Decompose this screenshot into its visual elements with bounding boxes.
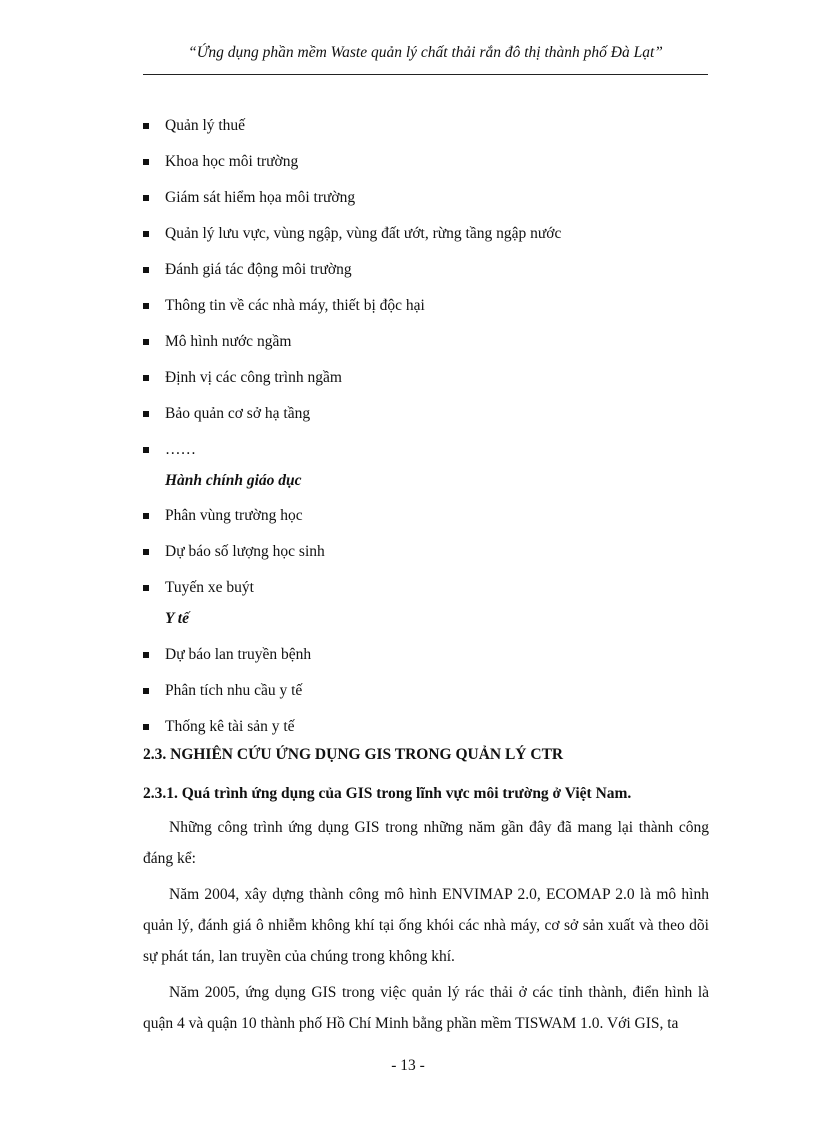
square-bullet-icon — [143, 123, 149, 129]
square-bullet-icon — [143, 411, 149, 417]
list-item-text: Thông tin về các nhà máy, thiết bị độc hại — [165, 297, 425, 314]
list-item — [143, 576, 254, 600]
list-item-text: Tuyến xe buýt — [165, 579, 254, 596]
health-heading: Y tế — [165, 610, 189, 627]
list-item-text: Quản lý thuế — [165, 117, 246, 134]
list-item-text: …… — [165, 441, 196, 458]
list-item — [143, 402, 310, 426]
paragraph: Năm 2005, ứng dụng GIS trong việc quản lý rác thải ở các tỉnh thành, điển hình là quận 4 và quận 10 thành phố Hồ Chí Minh bằng phần mềm TISWAM 1.0. Với GIS, ta — [143, 984, 709, 1032]
list-item-text: Giám sát hiểm họa môi trường — [165, 189, 356, 206]
square-bullet-icon — [143, 375, 149, 381]
paragraph: Năm 2004, xây dựng thành công mô hình ENVIMAP 2.0, ECOMAP 2.0 là mô hình quản lý, đánh giá ô nhiễm không khí tại ống khói các nhà máy, cơ sở sản xuất và theo dõi sự phát tán, lan truyền của chúng trong không khí. — [143, 886, 709, 965]
list-item — [143, 114, 245, 138]
list-item-text: Đánh giá tác động môi trường — [165, 261, 352, 278]
list-item — [143, 540, 325, 564]
list-item-text: Phân tích nhu cầu y tế — [165, 682, 303, 699]
square-bullet-icon — [143, 339, 149, 345]
list-item — [143, 294, 425, 318]
section-heading: 2.3. NGHIÊN CỨU ỨNG DỤNG GIS TRONG QUẢN LÝ CTR — [143, 746, 564, 763]
square-bullet-icon — [143, 688, 149, 694]
education-heading: Hành chính giáo dục — [165, 472, 302, 489]
list-item-text: Dự báo số lượng học sinh — [165, 543, 325, 560]
list-item — [143, 222, 561, 246]
list-item — [143, 715, 295, 739]
list-item-text: Mô hình nước ngầm — [165, 333, 292, 350]
list-item — [143, 186, 355, 210]
paragraph: Những công trình ứng dụng GIS trong những năm gần đây đã mang lại thành công đáng kể: — [143, 819, 709, 867]
square-bullet-icon — [143, 724, 149, 730]
header-rule — [143, 74, 708, 75]
list-item-text: Định vị các công trình ngầm — [165, 369, 342, 386]
list-item — [143, 366, 342, 390]
running-header: “Ứng dụng phần mềm Waste quản lý chất thải rắn đô thị thành phố Đà Lạt” — [188, 44, 663, 61]
list-item-text: Phân vùng trường học — [165, 507, 303, 524]
list-item — [143, 643, 311, 667]
square-bullet-icon — [143, 549, 149, 555]
square-bullet-icon — [143, 267, 149, 273]
list-item — [143, 150, 298, 174]
square-bullet-icon — [143, 159, 149, 165]
square-bullet-icon — [143, 585, 149, 591]
square-bullet-icon — [143, 447, 149, 453]
square-bullet-icon — [143, 195, 149, 201]
subsection-heading: 2.3.1. Quá trình ứng dụng của GIS trong lĩnh vực môi trường ở Việt Nam. — [143, 785, 632, 802]
list-item — [143, 504, 303, 528]
page-number: - 13 - — [391, 1057, 425, 1074]
list-item — [143, 258, 352, 282]
list-item-text: Quản lý lưu vực, vùng ngập, vùng đất ướt, rừng tầng ngập nước — [165, 225, 562, 242]
list-item — [143, 438, 196, 462]
list-item-text: Thống kê tài sản y tế — [165, 718, 295, 735]
square-bullet-icon — [143, 513, 149, 519]
square-bullet-icon — [143, 231, 149, 237]
list-item-text: Dự báo lan truyền bệnh — [165, 646, 312, 663]
list-item-text: Khoa học môi trường — [165, 153, 299, 170]
square-bullet-icon — [143, 652, 149, 658]
square-bullet-icon — [143, 303, 149, 309]
list-item-text: Bảo quản cơ sở hạ tầng — [165, 405, 311, 422]
list-item — [143, 330, 291, 354]
list-item — [143, 679, 302, 703]
